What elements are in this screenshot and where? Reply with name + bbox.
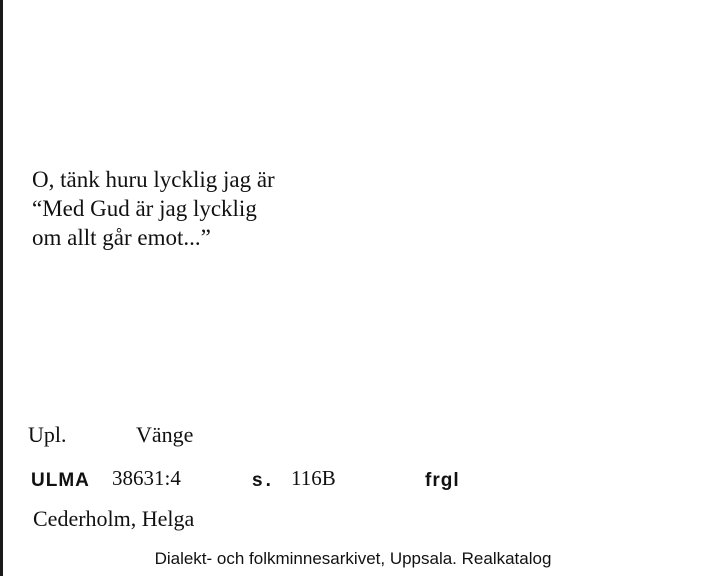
parish-label: Vänge [136, 422, 194, 447]
informant-name: Cederholm, Helga [33, 506, 195, 531]
card-left-border [0, 0, 3, 576]
verse-line-3: om allt går emot...” [32, 225, 211, 250]
page-label: s. [252, 470, 274, 491]
verse-text [32, 165, 275, 252]
page-number: 116B [291, 466, 336, 490]
archive-number: 38631:4 [112, 466, 181, 490]
category-code: frgl [425, 470, 460, 491]
verse-line-1: O, tänk huru lycklig jag är [32, 167, 275, 192]
verse-line-2: “Med Gud är jag lycklig [32, 196, 257, 221]
archive-label: ULMA [31, 470, 90, 491]
archive-footer: Dialekt- och folkminnesarkivet, Uppsala. Realkatalog [154, 549, 552, 568]
province-label: Upl. [28, 422, 67, 447]
